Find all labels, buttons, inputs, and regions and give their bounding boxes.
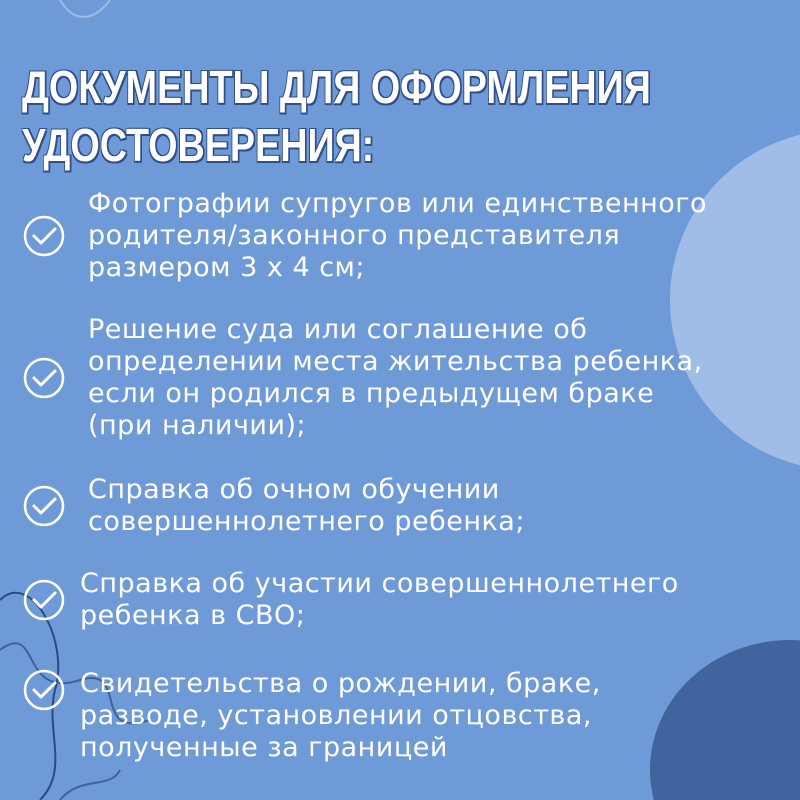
list-item-line: совершеннолетнего ребенка;: [88, 506, 525, 537]
top-squiggle-decoration: [60, 0, 110, 17]
list-item-line: если он родился в предыдущем браке: [88, 378, 655, 409]
list-item-line: (при наличии);: [88, 410, 307, 441]
check-circle-icon: [22, 578, 66, 622]
list-item-line: Справка об участии совершеннолетнего: [80, 568, 679, 599]
check-circle-icon: [22, 356, 66, 400]
list-item-text: [88, 474, 525, 538]
dark-blob-decoration: [650, 640, 800, 800]
check-circle-icon: [22, 214, 66, 258]
list-item-line: размером 3 х 4 см;: [88, 252, 366, 283]
list-item-line: родителя/законного представителя: [88, 220, 621, 251]
list-item-line: полученные за границей: [80, 732, 448, 763]
list-item-line: Справка об очном обучении: [88, 474, 500, 505]
bottom-edge-squiggle-decoration: [60, 770, 120, 800]
list-item-line: ребенка в СВО;: [80, 600, 306, 631]
page-title: [22, 58, 651, 174]
check-circle-icon: [22, 484, 66, 528]
title-line-2: УДОСТОВЕРЕНИЯ:: [22, 119, 375, 171]
title-line-1: ДОКУМЕНТЫ ДЛЯ ОФОРМЛЕНИЯ: [22, 61, 651, 113]
list-item-line: Фотографии супругов или единственного: [88, 188, 707, 219]
check-circle-icon: [22, 668, 66, 712]
list-item-text: [80, 668, 601, 764]
list-item-line: Решение суда или соглашение об: [88, 314, 588, 345]
list-item-line: разводе, установлении отцовства,: [80, 700, 592, 731]
list-item-text: [80, 568, 679, 632]
list-item-text: [88, 188, 707, 284]
list-item-text: [88, 314, 703, 442]
list-item-line: Свидетельства о рождении, браке,: [80, 668, 601, 699]
list-item-line: определении места жительства ребенка,: [88, 346, 703, 377]
